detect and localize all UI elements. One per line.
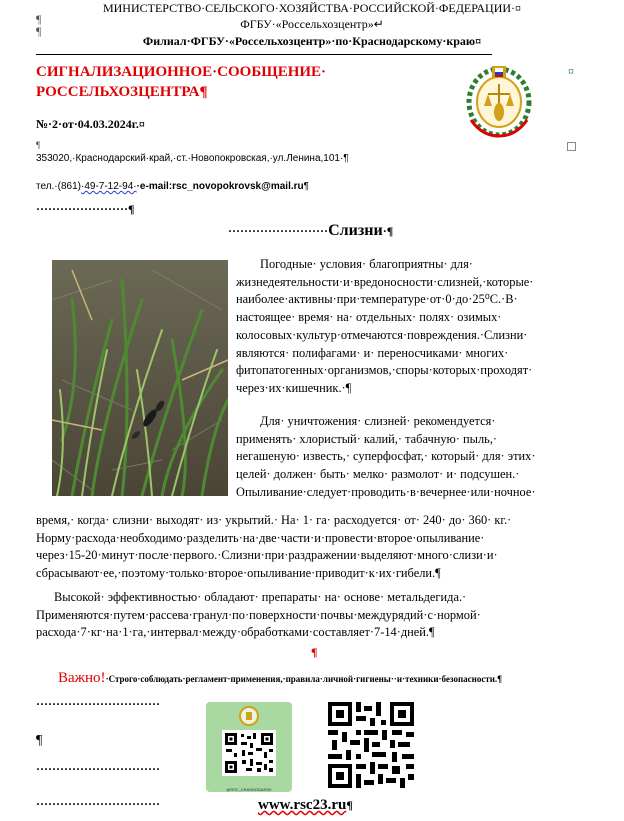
- p2-line: через·15-20·минут·после·первого.·Слизни·при·раздражении·выделяют·много·слизи·и·: [36, 548, 498, 563]
- p2-line: Норму·расхода·необходимо·разделить·на·две·части·и·провести·второе·опыливание·: [36, 530, 485, 545]
- paragraph-2-top: [236, 413, 593, 502]
- warning-label: Важно!: [58, 670, 106, 686]
- paragraph-1: [236, 256, 593, 398]
- slug-on-wheat-photo: [52, 260, 228, 496]
- p2-line: целей· должен· быть· мелко· размолот· и· подсушен.·: [236, 467, 520, 482]
- pilcrow-mark: ¶: [36, 733, 43, 748]
- p1-line: наиболее·активны·при·температуре·от·0·до·25⁰С.·В·: [236, 292, 518, 307]
- p1-line: фитопатогенных·организмов,·споры·которых·проходят·: [236, 363, 533, 378]
- p2-line: применять· хлористый· калий,· табачную· пыль,·: [236, 431, 498, 446]
- p1-line: через·их·кишечник.·¶: [236, 380, 352, 395]
- phone-number: ·49-7-12-94·: [81, 181, 137, 192]
- p1-line: жизнедеятельности·и·вредоносности·слизней,·которые·: [236, 274, 534, 289]
- document-title-line2: РОССЕЛЬХОЗЦЕНТРА¶: [36, 84, 208, 100]
- p3-line: Высокой· эффективностью· обладают· препараты· на· основе· метальдегида.·: [54, 590, 467, 604]
- org-line: ФГБУ·«Россельхозцентр»↵: [240, 17, 384, 31]
- footer-dots-1: ·······························: [36, 697, 161, 711]
- warning-line: [58, 669, 502, 687]
- warning-text: ·Строго·соблюдать·регламент·применения,·правила·личной·гигиены··и·техники·безопасности.¶: [105, 674, 503, 684]
- paragraph-2-bottom: [36, 512, 593, 583]
- qr-card[interactable]: [206, 702, 292, 792]
- heading-tail: ·¶: [382, 224, 394, 238]
- article-heading: [228, 222, 393, 240]
- footer-dots-3: ·······························: [36, 797, 161, 811]
- pilcrow-mark: ¶: [36, 140, 41, 150]
- document-number: №·2·от·04.03.2024г.¤: [36, 117, 145, 131]
- pilcrow-mark: ¶: [311, 645, 318, 659]
- p2-line: Опыливание·следует·проводить·в·вечернее·или·ночное·: [236, 484, 536, 499]
- footer-dots-2: ·······························: [36, 762, 161, 776]
- p2-line: Для· уничтожения· слизней· рекомендуется·: [260, 414, 496, 428]
- qr-card-caption: @RSC_KRASNODARSK: [226, 787, 272, 792]
- heading-dots: ·························: [228, 224, 329, 238]
- branch-line: Филиал·ФГБУ·«Россельхозцентр»·по·Краснодарскому·краю¤: [142, 34, 482, 48]
- ministry-line: МИНИСТЕРСТВО·СЕЛЬСКОГО·ХОЗЯЙСТВА·РОССИЙСКОЙ·ФЕДЕРАЦИИ·¤: [102, 1, 522, 15]
- pilcrow-mark: ¶: [36, 24, 42, 38]
- p2-line: негашеную· известь,· суперфосфат,· который· для· этих·: [236, 449, 536, 464]
- pilcrow-mark: ¶: [36, 12, 42, 26]
- p3-line: расхода·7·кг·на·1·га,·интервал·между·обработками·составляет·7-14·дней.¶: [36, 625, 435, 640]
- email-label: ·e-mail:: [136, 181, 173, 192]
- paragraph-3: [36, 589, 593, 642]
- p1-line: настоящее· время· на· отдельных· полях· озимых·: [236, 310, 502, 325]
- document-title-line1: СИГНАЛИЗАЦИОННОЕ·СООБЩЕНИЕ·: [36, 64, 327, 80]
- address-line: 353020,·Краснодарский·край,·ст.·Новопокровская,·ул.Ленина,101·¶: [36, 153, 349, 164]
- contact-line: [36, 181, 309, 192]
- qr-code-icon[interactable]: [328, 702, 414, 788]
- email-link[interactable]: rsc_novopokrovsk@mail.ru: [172, 181, 304, 192]
- pilcrow-mark: ¶: [303, 181, 309, 192]
- p2-line: сбрасывают·ее,·поэтому·только·второе·опыливание·приводит·к·их·гибели.¶: [36, 566, 441, 581]
- p3-line: Применяются·путем·рассева·гранул·по·поверхности·почвы·междурядий·с·нормой·: [36, 607, 481, 622]
- header-divider: [36, 54, 492, 55]
- p1-line: колосовых·культур·отмечаются·повреждения.·Слизни·: [236, 327, 528, 342]
- p1-line: Погодные· условия· благоприятны· для·: [260, 257, 473, 271]
- dots-separator: ·······················¶: [36, 202, 135, 216]
- p1-line: являются· полифагами· и· переносчиками· многих·: [236, 345, 509, 360]
- rosselkhoz-emblem-icon: [462, 60, 536, 140]
- pilcrow-mark: ¶: [346, 798, 353, 812]
- website-line: [258, 797, 353, 814]
- phone-prefix: тел.·(861): [36, 181, 81, 192]
- corner-mark: ¤: [568, 64, 574, 78]
- p2-line: время,· когда· слизни· выходят· из· укрытий.· На· 1· га· расходуется· от· 240· до· 360· кг.·: [36, 513, 512, 527]
- heading-text: Слизни: [328, 222, 383, 239]
- table-handle: [567, 142, 576, 151]
- website-link[interactable]: www.rsc23.ru: [258, 797, 347, 813]
